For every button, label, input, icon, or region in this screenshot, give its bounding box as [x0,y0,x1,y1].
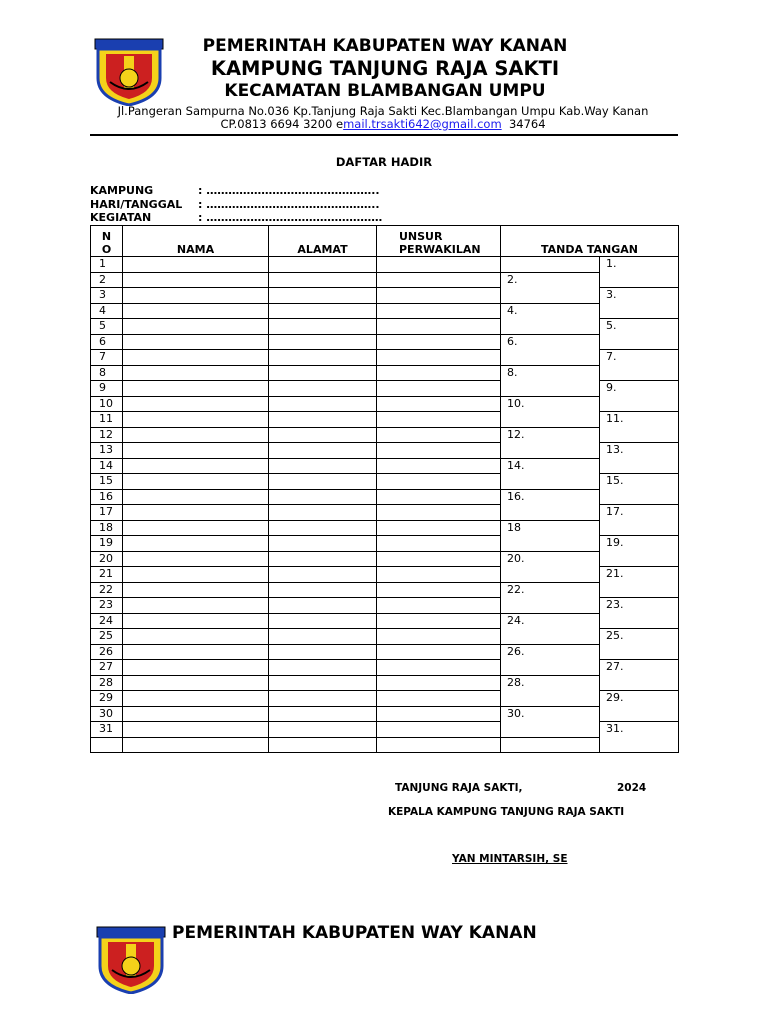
header-line-2: KAMPUNG TANJUNG RAJA SAKTI [210,57,560,80]
row-number: 24 [91,613,123,629]
signature-right: 11. [600,412,679,443]
signature-blank-left [501,257,600,273]
cell-unsur-perwakilan [377,319,501,335]
signature-right: 29. [600,691,679,722]
row-number: 11 [91,412,123,428]
cell-nama [123,443,269,459]
cell-alamat [269,489,377,505]
row-number: 19 [91,536,123,552]
cell-unsur-perwakilan [377,582,501,598]
cell-alamat [269,319,377,335]
cell-nama [123,520,269,536]
signature-left: 26. [501,644,600,675]
cell-unsur-perwakilan [377,613,501,629]
row-number: 7 [91,350,123,366]
table-row [91,396,679,412]
signature-left: 28. [501,675,600,706]
signature-right: 9. [600,381,679,412]
cell-nama [123,722,269,738]
row-number: 1 [91,257,123,273]
page-title: DAFTAR HADIR [335,155,433,169]
signature-left: 6. [501,334,600,365]
cell-unsur-perwakilan [377,706,501,722]
signature-left: 12. [501,427,600,458]
cell-unsur-perwakilan [377,458,501,474]
signature-right: 27. [600,660,679,691]
signature-right: 7. [600,350,679,381]
cell-unsur-perwakilan [377,474,501,490]
cell-nama [123,505,269,521]
row-number: 21 [91,567,123,583]
cell-nama [123,582,269,598]
row-number: 12 [91,427,123,443]
cell-unsur-perwakilan [377,396,501,412]
cell-alamat [269,505,377,521]
signature-right: 13. [600,443,679,474]
table-row [91,334,679,350]
cell-nama [123,613,269,629]
cell-nama [123,365,269,381]
cell-nama [123,536,269,552]
cell-nama [123,629,269,645]
table-row [91,458,679,474]
table-row [91,257,679,273]
cell-alamat [269,551,377,567]
cell-nama [123,706,269,722]
cell-nama [123,427,269,443]
table-row [91,520,679,536]
attendance-table [90,225,679,753]
signature-right: 15. [600,474,679,505]
signature-left: 10. [501,396,600,427]
cell-alamat [269,381,377,397]
postal-code: 34764 [508,117,546,131]
signature-left: 18 [501,520,600,551]
table-row [91,427,679,443]
way-kanan-logo-2 [96,926,166,994]
header-unsur-perwakilan: UNSUR PERWAKILAN [377,226,501,257]
row-number: 30 [91,706,123,722]
header-no: N O [91,226,123,257]
row-number: 29 [91,691,123,707]
header-line-3: KECAMATAN BLAMBANGAN UMPU [224,81,546,101]
cell-nama [123,396,269,412]
signature-right: 19. [600,536,679,567]
signature-left: 8. [501,365,600,396]
signature-left: 22. [501,582,600,613]
footer-year: 2024 [617,782,647,794]
row-number: 2 [91,272,123,288]
table-row [91,613,679,629]
header-nama: NAMA [123,226,269,257]
cell-unsur-perwakilan [377,691,501,707]
cell-nama [123,303,269,319]
cell-nama [123,350,269,366]
cell-alamat [269,567,377,583]
cell-alamat [269,722,377,738]
cell-unsur-perwakilan [377,598,501,614]
signature-right: 5. [600,319,679,350]
cell-unsur-perwakilan [377,365,501,381]
row-number: 4 [91,303,123,319]
header-tanda-tangan: TANDA TANGAN [501,226,679,257]
meta-value: : ………………………………………… [198,211,383,224]
email-link[interactable]: mail.trsakti642@gmail.com [343,117,502,131]
signature-left: 16. [501,489,600,520]
cell-unsur-perwakilan [377,257,501,273]
row-number: 13 [91,443,123,459]
row-number: 23 [91,598,123,614]
phone-text: CP.0813 6694 3200 e [220,117,344,131]
cell-unsur-perwakilan [377,427,501,443]
cell-alamat [269,474,377,490]
signature-right: 25. [600,629,679,660]
cell-unsur-perwakilan [377,272,501,288]
cell-nama [123,675,269,691]
cell-alamat [269,582,377,598]
meta-label: HARI/TANGGAL [90,197,183,211]
cell-alamat [269,458,377,474]
cell-alamat [269,675,377,691]
row-number: 8 [91,365,123,381]
meta-label: KEGIATAN [90,211,152,224]
cell-nama [123,551,269,567]
cell-nama [123,737,269,753]
cell-alamat [269,737,377,753]
table-row [91,582,679,598]
meta-block [90,184,382,225]
signature-right: 1. [600,257,679,288]
cell-alamat [269,303,377,319]
table-row [91,737,679,753]
cell-unsur-perwakilan [377,536,501,552]
cell-unsur-perwakilan [377,350,501,366]
cell-unsur-perwakilan [377,412,501,428]
signature-right: 3. [600,288,679,319]
cell-alamat [269,660,377,676]
cell-unsur-perwakilan [377,288,501,304]
address-line: Jl.Pangeran Sampurna No.036 Kp.Tanjung Raja Sakti Kec.Blambangan Umpu Kab.Way Kanan [117,104,649,118]
table-header-row [91,226,679,257]
table-row [91,644,679,660]
table-row [91,489,679,505]
row-number: 5 [91,319,123,335]
signature-right: 17. [600,505,679,536]
row-number: 14 [91,458,123,474]
meta-row-hari-tanggal [90,198,382,212]
row-number: 25 [91,629,123,645]
cell-alamat [269,629,377,645]
meta-value: : ……………………………………….. [198,184,380,197]
cell-alamat [269,691,377,707]
cell-alamat [269,272,377,288]
cell-alamat [269,365,377,381]
cell-nama [123,412,269,428]
row-number: 31 [91,722,123,738]
cell-alamat [269,257,377,273]
next-page-header: PEMERINTAH KABUPATEN WAY KANAN [172,923,537,943]
cell-alamat [269,350,377,366]
cell-nama [123,257,269,273]
cell-unsur-perwakilan [377,629,501,645]
row-number: 28 [91,675,123,691]
cell-unsur-perwakilan [377,303,501,319]
header-rule [90,134,678,136]
cell-nama [123,319,269,335]
cell-alamat [269,427,377,443]
cell-nama [123,644,269,660]
table-row [91,675,679,691]
signature-right: 23. [600,598,679,629]
cell-nama [123,567,269,583]
header-alamat: ALAMAT [269,226,377,257]
cell-unsur-perwakilan [377,722,501,738]
signature-left: 20. [501,551,600,582]
cell-unsur-perwakilan [377,567,501,583]
signature-left: 14. [501,458,600,489]
signature-blank-left [501,737,600,753]
row-number: 20 [91,551,123,567]
signature-right: 21. [600,567,679,598]
meta-label: KAMPUNG [90,184,154,197]
footer-position: KEPALA KAMPUNG TANJUNG RAJA SAKTI [388,806,625,818]
cell-nama [123,598,269,614]
row-number: 16 [91,489,123,505]
row-number: 27 [91,660,123,676]
cell-alamat [269,536,377,552]
signature-left: 24. [501,613,600,644]
signature-left: 2. [501,272,600,303]
table-row [91,365,679,381]
cell-alamat [269,334,377,350]
table-row [91,272,679,288]
cell-alamat [269,598,377,614]
footer-signatory-name: YAN MINTARSIH, SE [452,853,568,865]
table-row [91,706,679,722]
row-number: 10 [91,396,123,412]
cell-unsur-perwakilan [377,334,501,350]
cell-unsur-perwakilan [377,660,501,676]
signature-left: 30. [501,706,600,737]
contact-line [86,117,680,131]
cell-alamat [269,396,377,412]
cell-alamat [269,443,377,459]
signature-right: 31. [600,722,679,753]
signature-left: 4. [501,303,600,334]
cell-alamat [269,706,377,722]
cell-nama [123,334,269,350]
cell-nama [123,691,269,707]
cell-alamat [269,613,377,629]
cell-nama [123,288,269,304]
meta-value: : ……………………………………….. [198,197,380,211]
cell-unsur-perwakilan [377,675,501,691]
cell-nama [123,660,269,676]
cell-nama [123,474,269,490]
meta-row-kampung [90,184,382,198]
cell-nama [123,381,269,397]
row-number: 6 [91,334,123,350]
row-number: 3 [91,288,123,304]
cell-unsur-perwakilan [377,737,501,753]
way-kanan-logo [94,38,164,106]
cell-nama [123,272,269,288]
cell-unsur-perwakilan [377,505,501,521]
row-number: 22 [91,582,123,598]
meta-row-kegiatan [90,211,382,225]
cell-alamat [269,412,377,428]
cell-nama [123,489,269,505]
row-number [91,737,123,753]
row-number: 26 [91,644,123,660]
table-row [91,303,679,319]
cell-alamat [269,288,377,304]
table-row [91,551,679,567]
row-number: 17 [91,505,123,521]
cell-unsur-perwakilan [377,551,501,567]
row-number: 15 [91,474,123,490]
cell-alamat [269,644,377,660]
cell-nama [123,458,269,474]
cell-alamat [269,520,377,536]
cell-unsur-perwakilan [377,520,501,536]
cell-unsur-perwakilan [377,644,501,660]
cell-unsur-perwakilan [377,381,501,397]
footer-place: TANJUNG RAJA SAKTI, [395,782,523,794]
header-line-1: PEMERINTAH KABUPATEN WAY KANAN [202,36,568,56]
cell-unsur-perwakilan [377,443,501,459]
table-body [91,257,679,753]
cell-unsur-perwakilan [377,489,501,505]
row-number: 9 [91,381,123,397]
row-number: 18 [91,520,123,536]
